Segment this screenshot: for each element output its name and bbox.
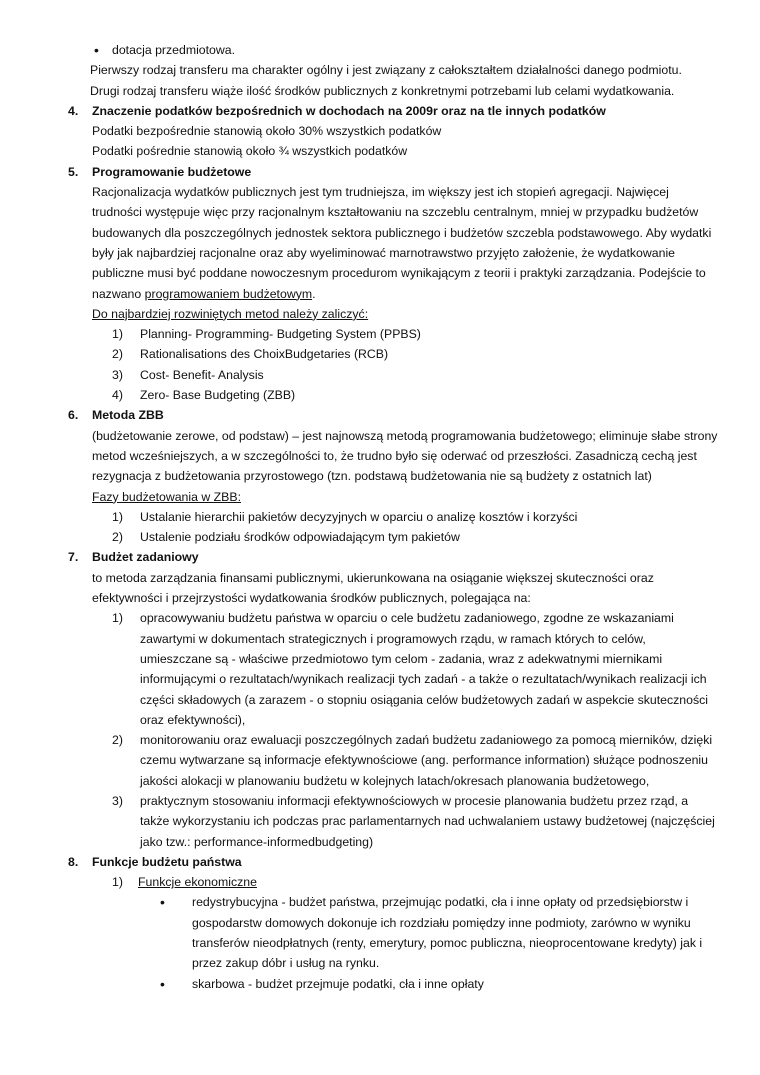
task-budget-item: 2) monitorowaniu oraz ewaluacji poszczególnych zadań budżetu zadaniowego za pomocą mierników, dzięki czemu wytwarzane są informacje efektywnościowe (ang. performance information) służące podnoszeniu jakości alokacji w planowaniu budżetu w kolejnych latach/okresach planowania budżetowego, xyxy=(112,733,713,788)
intro-line-2: Drugi rodzaj transferu wiąże ilość środków publicznych z konkretnymi potrzebami lub celami wydatkowania. xyxy=(90,83,675,98)
task-budget-item: 1) opracowywaniu budżetu państwa w oparciu o cele budżetu zadaniowego, zgodne ze wskazaniami zawartymi w dokumentach strategicznych i programowych rządu, w ramach których to celów, umieszczane są - właściwe przedmiotowo tym celom - zadania, wraz z adekwatnymi miernikami informującymi o rezultatach/wynikach realizacji tych zadań - a także o rezultatach/wynikach realizacji ich części składowych (a zarazem - o stopniu osiągania celów budżetowych zadań w aspekcie skuteczności oraz efektywności), xyxy=(112,611,708,727)
sec5-paragraph: Racjonalizacja wydatków publicznych jest tym trudniejsza, im większy jest ich stopień agregacji. Najwięcej trudności występuje więc przy racjonalnym kształtowaniu na szczeblu centralnym, mniej w przypadku budżetów budowanych dla poszczególnych jednostek sektora publicznego i budżetów szczebla podstawowego. Aby wydatki były jak najbardziej racjonalne oraz aby wyeliminować marnotrawstwo przyjęto założenie, że wydatkowanie publiczne musi być poddane nowoczesnym procedurom wynikającym z teorii i praktyki zarządzania. Podejście to nazwano programowaniem budżetowym. xyxy=(92,185,712,301)
bullet-dotacja: • dotacja przedmiotowa. xyxy=(90,40,720,60)
programowanie-term: programowaniem budżetowym xyxy=(144,286,313,301)
section-7-heading: 7. Budżet zadaniowy xyxy=(68,550,199,565)
method-item: 1) Planning- Programming- Budgeting System (PPBS) xyxy=(112,327,421,342)
sec6-phases-label: Fazy budżetowania w ZBB: xyxy=(92,489,241,504)
method-item: 4) Zero- Base Budgeting (ZBB) xyxy=(112,388,296,403)
sec6-paragraph: (budżetowanie zerowe, od podstaw) – jest najnowszą metodą programowania budżetowego; eliminuje słabe strony metod wcześniejszych, a w szczególności to, że trudno było się oderwać od przeszłości. Zasadniczą cechą jest rezygnacja z budżetowania przyrostowego (tzn. podstawą budżetowania nie są budżety z ostatnich lat) xyxy=(92,428,718,484)
sec5-methods-label: Do najbardziej rozwiniętych metod należy zaliczyć: xyxy=(92,306,369,321)
method-item: 3) Cost- Benefit- Analysis xyxy=(112,367,264,382)
method-item: 2) Rationalisations des ChoixBudgetaries (RCB) xyxy=(112,347,389,362)
section-4-heading: 4. Znaczenie podatków bezpośrednich w dochodach na 2009r oraz na tle innych podatków xyxy=(68,103,606,118)
sec4-line-1: Podatki bezpośrednie stanowią około 30% wszystkich podatków xyxy=(92,124,442,139)
sec4-line-2: Podatki pośrednie stanowią około ¾ wszystkich podatków xyxy=(92,144,408,159)
section-8-heading: 8. Funkcje budżetu państwa xyxy=(68,854,242,869)
section-5-heading: 5. Programowanie budżetowe xyxy=(68,164,252,179)
sec7-paragraph: to metoda zarządzania finansami publicznymi, ukierunkowana na osiąganie większej skuteczności oraz efektywności i przejrzystości wydatkowania środków publicznych, polegająca na: xyxy=(92,570,654,606)
economic-functions-heading: 1) Funkcje ekonomiczne xyxy=(112,875,257,890)
function-bullet: • redystrybucyjna - budżet państwa, przejmując podatki, cła i inne opłaty od przedsiębiorstw i gospodarstw domowych dokonuje ich rozdziału pomiędzy inne podmioty, zarówno w wyniku transferów nieodpłatnych (renty, emerytury, pomoc publiczna, nieoprocentowane kredyty) jak i przez zakup dóbr i usług na rynku. xyxy=(92,892,720,973)
function-bullet: • skarbowa - budżet przejmuje podatki, cła i inne opłaty xyxy=(92,974,720,994)
phase-item: 1) Ustalanie hierarchii pakietów decyzyjnych w oparciu o analizę kosztów i korzyści xyxy=(112,509,578,524)
intro-line-1: Pierwszy rodzaj transferu ma charakter ogólny i jest związany z całokształtem działalności danego podmiotu. xyxy=(90,63,682,78)
section-6-heading: 6. Metoda ZBB xyxy=(68,408,164,423)
task-budget-item: 3) praktycznym stosowaniu informacji efektywnościowych w procesie planowania budżetu przez rząd, a także wykorzystaniu ich podczas prac parlamentarnych nad uchwalaniem ustawy budżetowej (najczęściej jako tzw.: performance-informedbudgeting) xyxy=(112,793,715,849)
phase-item: 2) Ustalenie podziału środków odpowiadającym tym pakietów xyxy=(112,530,460,545)
